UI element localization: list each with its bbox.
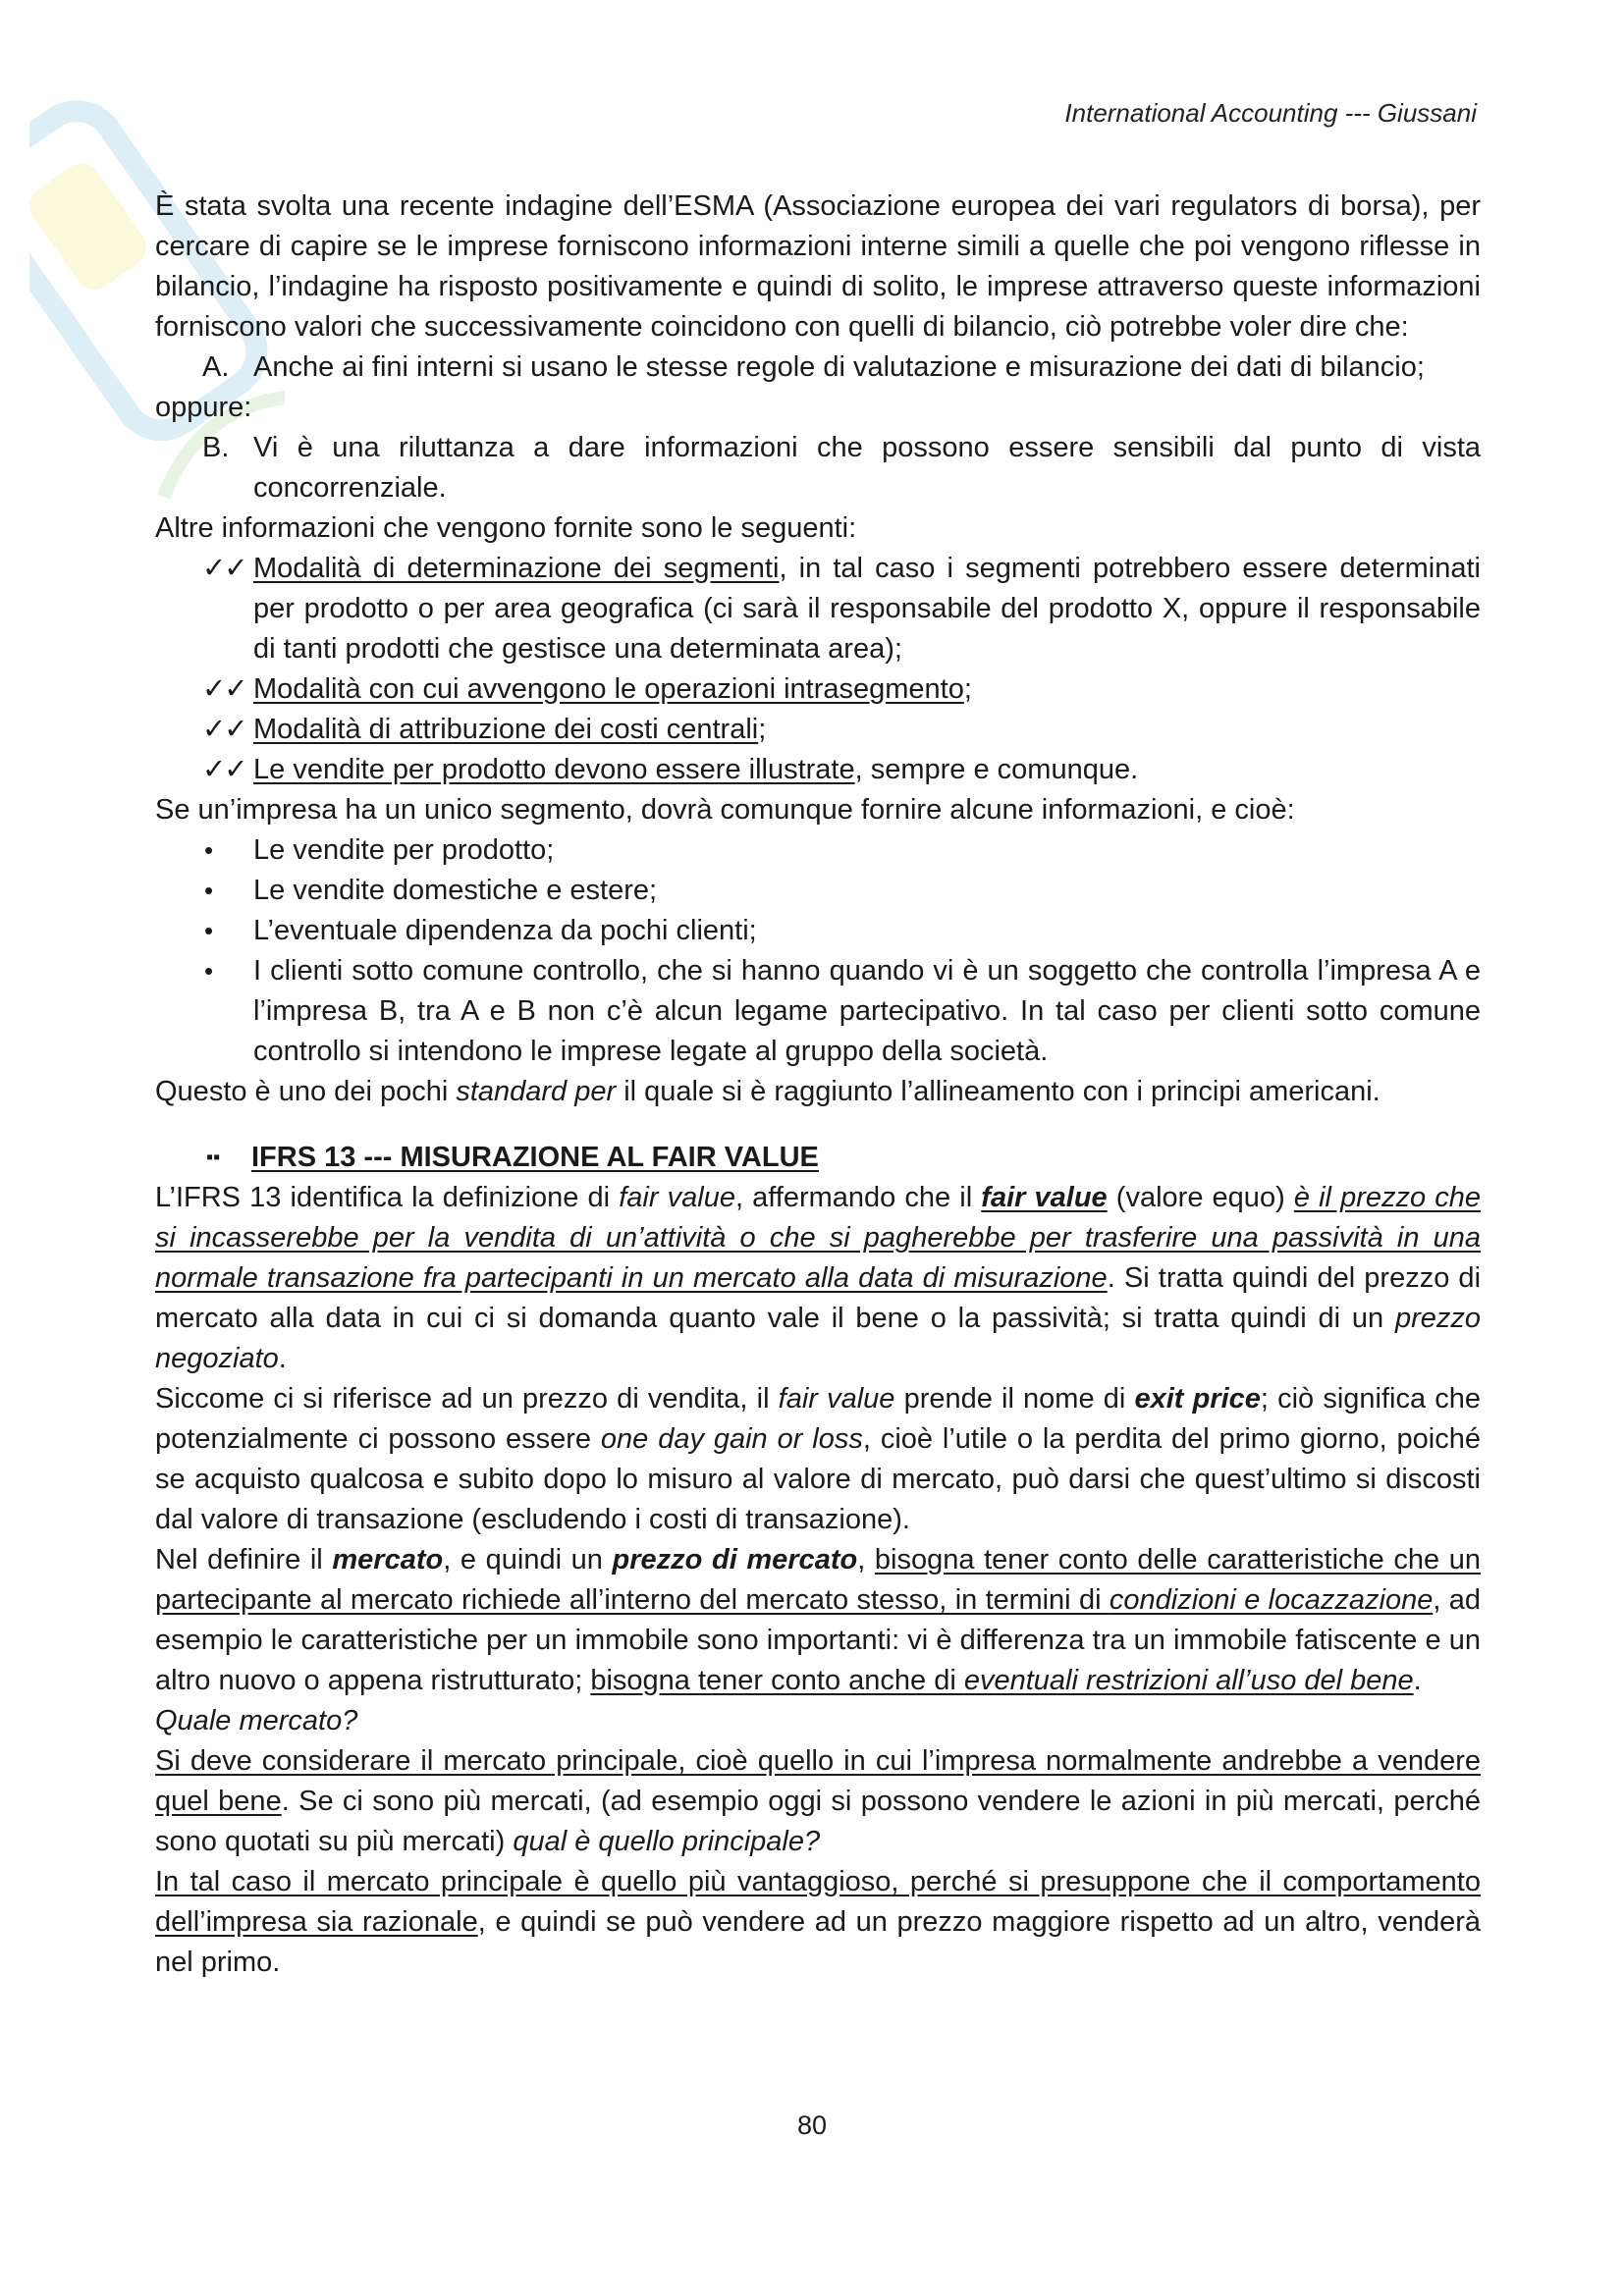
checkmark-list <box>155 549 1481 790</box>
checkmark-icon: ✓✓ <box>202 714 246 745</box>
list-item: ✓✓ Le vendite per prodotto devono essere illustrate, sempre e comunque. <box>155 750 1481 790</box>
options-list-a <box>155 347 1481 388</box>
list-item: ✓✓ Modalità di attribuzione dei costi centrali; <box>155 710 1481 750</box>
ifrs-paragraph-mercato: Nel definire il mercato, e quindi un prezzo di mercato, bisogna tener conto delle caratteristiche che un partecipante al mercato richiede all’interno del mercato stesso, in termini di condizioni e locazzazione, ad esempio le caratteristiche per un immobile sono importanti: vi è differenza tra un immobile fatiscente e un altro nuovo o appena ristrutturato; bisogna tener conto anche di eventuali restrizioni all’uso del bene. <box>155 1544 1482 1696</box>
page-header: International Accounting --- Giussani <box>1064 98 1477 128</box>
question-line: Quale mercato? <box>155 1705 358 1736</box>
checkmark-icon: ✓✓ <box>202 754 246 785</box>
bullet-icon: • <box>204 916 214 945</box>
list-marker: A. <box>202 351 230 383</box>
ifrs-paragraph-principale: Si deve considerare il mercato principale, cioè quello in cui l’impresa normalmente andrebbe a vendere quel bene. Se ci sono più mercati, (ad esempio oggi si possono vendere le azioni in più mercati, perché sono quotati su più mercati) qual è quello principale? <box>155 1745 1481 1857</box>
list-marker: B. <box>202 432 230 463</box>
section-title: IFRS 13 --- MISURAZIONE AL FAIR VALUE <box>251 1142 819 1173</box>
oppure-line: oppure: <box>155 392 252 423</box>
closing-paragraph: Questo è uno dei pochi standard per il quale si è raggiunto l’allineamento con i principi americani. <box>155 1076 1380 1107</box>
list-item: • L’eventuale dipendenza da pochi clienti; <box>155 911 1481 951</box>
page-number: 80 <box>796 2110 828 2140</box>
altre-paragraph: Altre informazioni che vengono fornite sono le seguenti: <box>155 512 857 544</box>
intro-paragraph: È stata svolta una recente indagine dell’ESMA (Associazione europea dei vari regulators di borsa), per cercare di capire se le imprese forniscono informazioni interne simili a quelle che poi vengono riflesse in bilancio, l’indagine ha risposto positivamente e quindi di solito, le imprese attraverso queste informazioni forniscono valori che successivamente coincidono con quelli di bilancio, ciò potrebbe voler dire che: <box>155 190 1481 343</box>
list-item: ✓✓ Modalità con cui avvengono le operazioni intrasegmento; <box>155 669 1481 710</box>
checkmark-icon: ✓✓ <box>202 673 246 705</box>
bullet-icon: • <box>204 835 214 865</box>
options-list-b <box>155 428 1481 508</box>
section-heading <box>155 1138 1481 1178</box>
single-segment-paragraph: Se un’impresa ha un unico segmento, dovrà comunque fornire alcune informazioni, e cioè: <box>155 794 1295 826</box>
ifrs-paragraph-definition: L’IFRS 13 identifica la definizione di fair value, affermando che il fair value (valore equo) è il prezzo che si incasserebbe per la vendita di un’attività o che si pagherebbe per trasferire una passività in una normale transazione fra partecipanti in un mercato alla data di misurazione. Si tratta quindi del prezzo di mercato alla data in cui ci si domanda quanto vale il bene o la passività; si tratta quindi di un prezzo negoziato. <box>155 1182 1482 1374</box>
list-item: • Le vendite per prodotto; <box>155 830 1481 871</box>
list-item <box>155 347 1481 388</box>
list-item <box>155 428 1481 508</box>
list-item: ✓✓ Modalità di determinazione dei segmenti, in tal caso i segmenti potrebbero essere determinati per prodotto o per area geografica (ci sarà il responsabile del prodotto X, oppure il responsabile di tanti prodotti che gestisce una determinata area); <box>155 549 1481 669</box>
list-item-text: Vi è una riluttanza a dare informazioni che possono essere sensibili dal punto di vista concorrenziale. <box>253 432 1481 504</box>
bullet-icon: • <box>204 876 214 905</box>
checkmark-icon: ✓✓ <box>202 553 246 584</box>
document-body <box>155 187 1481 1983</box>
list-item: • I clienti sotto comune controllo, che si hanno quando vi è un soggetto che controlla l’impresa A e l’impresa B, tra A e B non c’è alcun legame partecipativo. In tal caso per clienti sotto comune controllo si intendono le imprese legate al gruppo della società. <box>155 951 1481 1072</box>
bullet-list <box>155 830 1481 1072</box>
list-item-text: Anche ai fini interni si usano le stesse regole di valutazione e misurazione dei dati di bilancio; <box>253 351 1425 383</box>
ifrs-paragraph-exit-price: Siccome ci si riferisce ad un prezzo di vendita, il fair value prende il nome di exit price; ciò significa che potenzialmente ci possono essere one day gain or loss, cioè l’utile o la perdita del primo giorno, poiché se acquisto qualcosa e subito dopo lo misuro al valore di mercato, può darsi che quest’ultimo si discosti dal valore di transazione (escludendo i costi di transazione). <box>155 1383 1482 1535</box>
list-item: • Le vendite domestiche e estere; <box>155 871 1481 911</box>
bullet-icon: • <box>204 956 214 986</box>
ifrs-paragraph-vantaggioso: In tal caso il mercato principale è quello più vantaggioso, perché si presuppone che il comportamento dell’impresa sia razionale, e quindi se può vendere ad un prezzo maggiore rispetto ad un altro, venderà nel primo. <box>155 1866 1481 1978</box>
section-marker-icon: ▪▪ <box>206 1147 221 1168</box>
